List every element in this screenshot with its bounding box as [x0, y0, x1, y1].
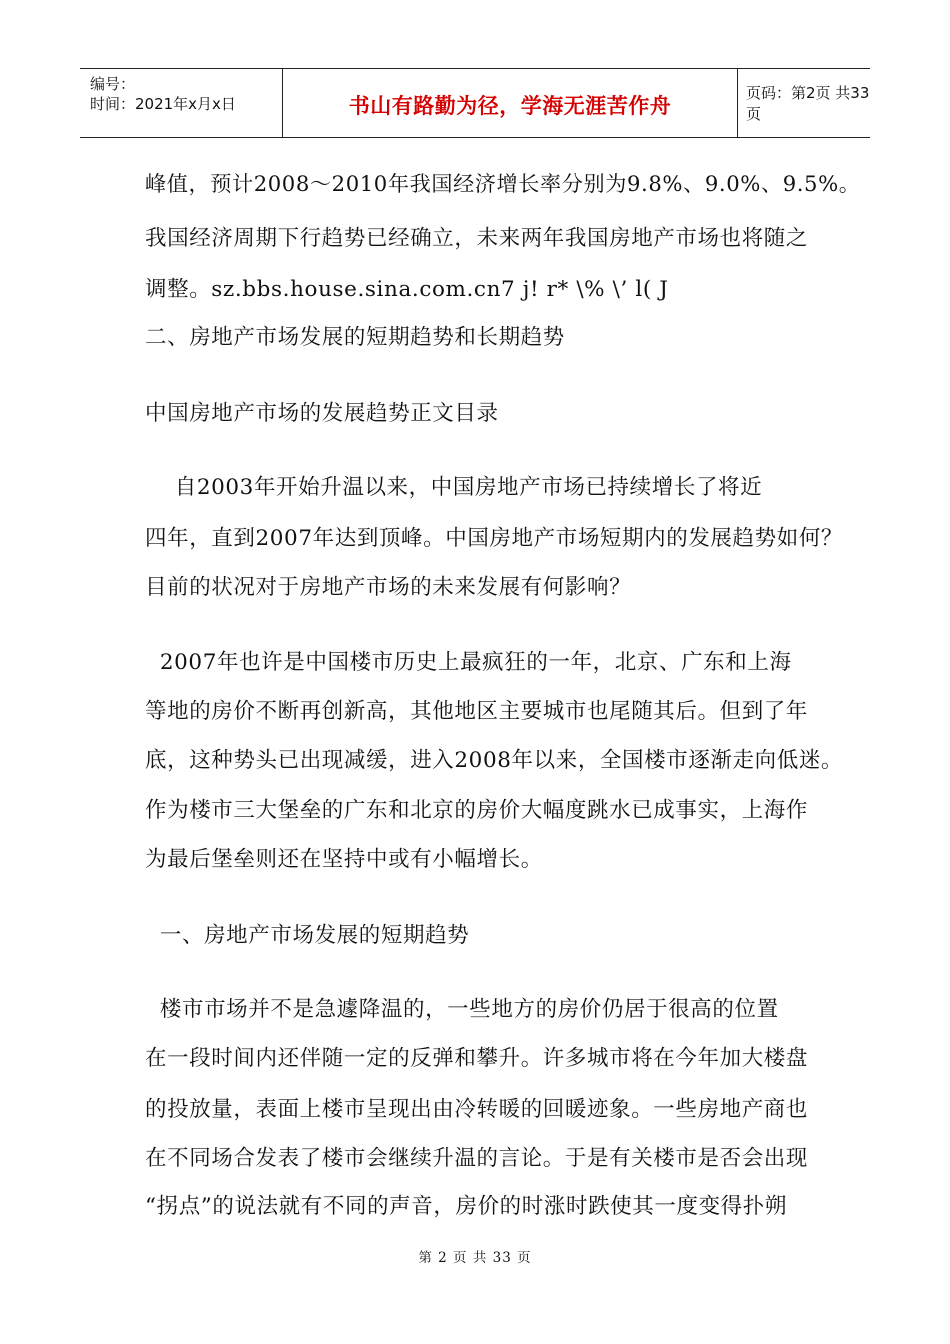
text-line: 的投放量，表面上楼市呈现出由冷转暖的回暖迹象。一些房地产商也: [145, 1097, 809, 1122]
text-line: 作为楼市三大堡垒的广东和北京的房价大幅度跳水已成事实，上海作: [145, 798, 809, 823]
text-line: 自2003年开始升温以来，中国房地产市场已持续增长了将近: [145, 475, 763, 500]
text-line: 四年，直到2007年达到顶峰。中国房地产市场短期内的发展趋势如何？: [145, 526, 844, 551]
text-line: 在不同场合发表了楼市会继续升温的言论。于是有关楼市是否会出现: [145, 1146, 809, 1171]
text-line: 为最后堡垒则还在坚持中或有小幅增长。: [145, 847, 543, 872]
toc-heading: 中国房地产市场的发展趋势正文目录: [145, 401, 499, 426]
text-line: 在一段时间内还伴随一定的反弹和攀升。许多城市将在今年加大楼盘: [145, 1046, 809, 1071]
text-line: 2007年也许是中国楼市历史上最疯狂的一年，北京、广东和上海: [145, 650, 792, 675]
text-line: 等地的房价不断再创新高，其他地区主要城市也尾随其后。但到了年: [145, 699, 809, 724]
document-date: 时间：2021年x月x日: [90, 95, 236, 113]
text-line: 底，这种势头已出现减缓，进入2008年以来，全国楼市逐渐走向低迷。: [145, 748, 844, 773]
header-motto: 书山有路勤为径，学海无涯苦作舟: [348, 94, 672, 118]
page-footer: 第 2 页 共 33 页: [418, 1250, 532, 1266]
header-page-info: 页码：第2页 共33页: [746, 84, 870, 123]
text-line: 峰值，预计2008～2010年我国经济增长率分别为9.8%、9.0%、9.5%。: [145, 171, 861, 196]
section-heading: 二、房地产市场发展的短期趋势和长期趋势: [145, 325, 565, 350]
header-meta: [80, 69, 282, 137]
text-line: 目前的状况对于房地产市场的未来发展有何影响？: [145, 575, 632, 600]
text-line: 楼市市场并不是急遽降温的，一些地方的房价仍居于很高的位置: [145, 997, 779, 1022]
header-motto-cell: [282, 69, 738, 137]
text-line: 调整。sz.bbs.house.sina.com.cn7 j! r* \% \’ l( J: [145, 277, 669, 302]
page-header: [80, 68, 870, 138]
text-line: 我国经济周期下行趋势已经确立，未来两年我国房地产市场也将随之: [145, 226, 809, 251]
document-number-label: 编号：: [90, 75, 136, 93]
section-heading: 一、房地产市场发展的短期趋势: [145, 923, 470, 948]
text-line: “拐点”的说法就有不同的声音，房价的时涨时跌使其一度变得扑朔: [145, 1194, 787, 1219]
